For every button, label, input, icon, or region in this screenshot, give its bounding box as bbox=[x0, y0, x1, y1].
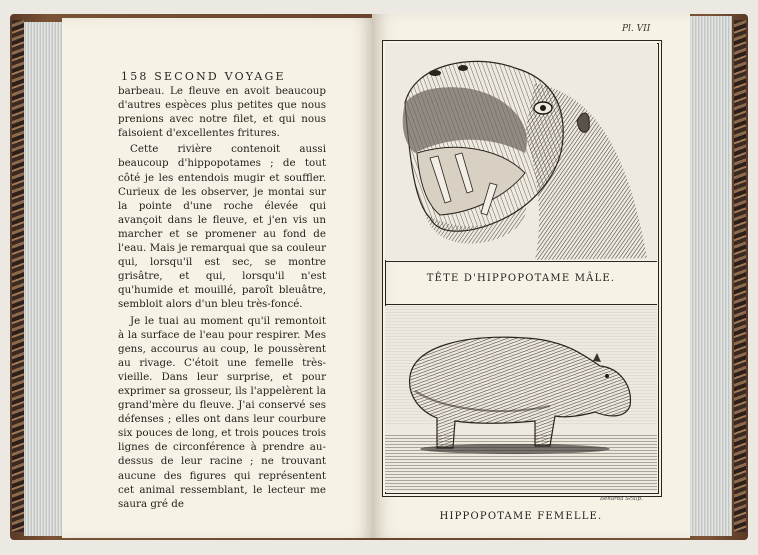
hippo-female-engraving bbox=[385, 306, 657, 492]
paragraph-3: Je le tuai au moment qu'il remontoit à la surface de l'eau pour respirer. Mes gens, accourus au coup, le poussèrent au rivage. C'étoit une femelle très-vieille. Dans leur surprise, et pour exprimer sa grosseur, ils l'appelèrent la grand'mère du fleuve. J'ai conservé ses défenses ; elles ont dans leur courbure six pouces de long, et trois pouces trois lignes de circonférence à prendre au-dessus de leur racine ; ne trouvant aucune des figures qui représentent cet animal ressemblant, le lecteur me saura gré de bbox=[118, 314, 326, 510]
hippo-head-engraving bbox=[385, 43, 657, 260]
plate-divider-top bbox=[385, 261, 657, 262]
paragraph-2: Cette rivière contenoit aussi beaucoup d'hippopotames ; de tout côté je les entendois mugir et souffler. Curieux de les observer, je montai sur la pointe d'une roche élevée qui avançoit dans le fleuve, et j'en vis un marcher et se promener au fond de l'eau. Mais je remarquai que sa couleur qui, lorsqu'il est sec, se montre grisâtre, et qui, lorsqu'il n'est qu'humide et mouillé, paroît bleuâtre, sembloit alors d'un bleu très-foncé. bbox=[118, 143, 326, 311]
plate-number: Pl. VII bbox=[622, 24, 651, 34]
plate-divider-bottom bbox=[385, 304, 657, 305]
paragraph-1: barbeau. Le fleuve en avoit beaucoup d'autres espèces plus petites que nous prenions avec notre filet, et qui nous faisoient d'excellentes fritures. bbox=[118, 85, 326, 140]
marbled-edge-left bbox=[12, 20, 24, 532]
page-edges-right bbox=[688, 16, 732, 536]
caption-female: HIPPOPOTAME FEMELLE. bbox=[439, 511, 603, 522]
running-head: 158 SECOND VOYAGE bbox=[121, 70, 286, 83]
page-edges-left bbox=[24, 22, 64, 536]
caption-male-head: TÊTE D'HIPPOPOTAME MÂLE. bbox=[426, 273, 616, 284]
body-text bbox=[118, 84, 326, 511]
engraver-signature: Benarda Sculp. bbox=[600, 496, 643, 502]
marbled-edge-right bbox=[734, 20, 746, 532]
